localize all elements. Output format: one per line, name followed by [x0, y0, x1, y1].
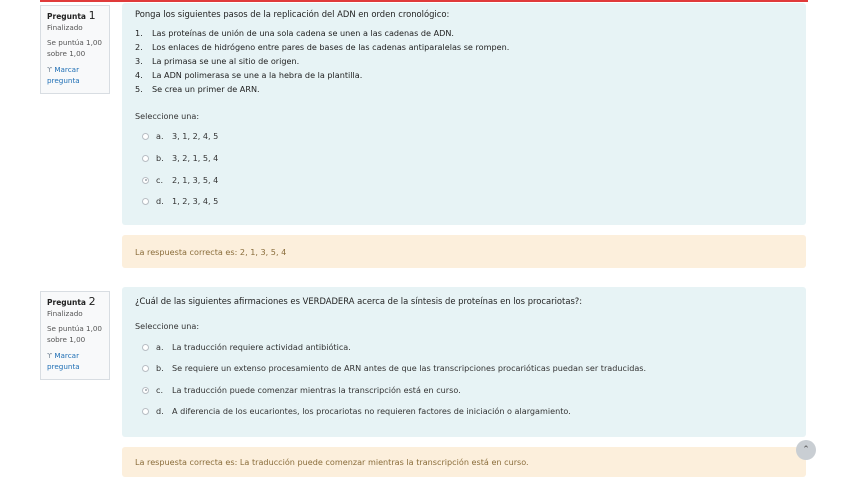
- arrow-up-icon: ⌃: [802, 445, 810, 455]
- step-item: [135, 70, 362, 80]
- step-text: La primasa se une al sitio de origen.: [152, 56, 300, 66]
- option-letter: a.: [156, 342, 164, 352]
- scroll-to-top-button[interactable]: [796, 440, 816, 460]
- option-letter: c.: [156, 175, 164, 185]
- step-number: 4.: [135, 70, 143, 80]
- flag-icon: ϒ: [47, 351, 53, 360]
- option-text: 2, 1, 3, 5, 4: [172, 175, 219, 185]
- question-state: Finalizado: [47, 23, 83, 32]
- question-info-1: [40, 5, 110, 94]
- flag-question-label: Marcar pregunta: [47, 65, 80, 85]
- option-text: La traducción puede comenzar mientras la transcripción está en curso.: [172, 385, 461, 395]
- question-label: Pregunta: [47, 12, 86, 21]
- step-item: [135, 56, 299, 66]
- question-grade: Se puntúa 1,00 sobre 1,00: [47, 38, 103, 58]
- option-letter: b.: [156, 363, 164, 373]
- radio-button-selected[interactable]: [142, 387, 149, 394]
- radio-button[interactable]: [142, 408, 149, 415]
- top-accent-line: [40, 0, 808, 2]
- question-label: Pregunta: [47, 298, 86, 307]
- option-text: La traducción requiere actividad antibiótica.: [172, 342, 351, 352]
- question-number-1: [47, 10, 103, 22]
- radio-button[interactable]: [142, 365, 149, 372]
- correct-answer-feedback-2: La respuesta correcta es: La traducción puede comenzar mientras la transcripción está en curso.: [122, 447, 806, 477]
- option-text: 3, 2, 1, 5, 4: [172, 153, 219, 163]
- radio-button[interactable]: [142, 344, 149, 351]
- option-letter: a.: [156, 131, 164, 141]
- step-item: [135, 42, 509, 52]
- radio-button[interactable]: [142, 133, 149, 140]
- radio-button[interactable]: [142, 198, 149, 205]
- step-number: 1.: [135, 28, 143, 38]
- answer-option-d[interactable]: [142, 406, 571, 416]
- question-text: ¿Cuál de las siguientes afirmaciones es VERDADERA acerca de la síntesis de proteínas en los procariotas?:: [135, 296, 583, 306]
- answer-option-a[interactable]: [142, 342, 351, 352]
- option-letter: d.: [156, 196, 164, 206]
- question-info-2: [40, 291, 110, 380]
- step-item: [135, 84, 260, 94]
- radio-button-selected[interactable]: [142, 177, 149, 184]
- option-text: Se requiere un extenso procesamiento de ARN antes de que las transcripciones procarióticas puedan ser traducidas.: [172, 363, 647, 373]
- answer-option-c[interactable]: [142, 175, 218, 185]
- question-formulation-2: [122, 287, 806, 437]
- question-number-2: [47, 296, 103, 308]
- option-letter: b.: [156, 153, 164, 163]
- question-text: Ponga los siguientes pasos de la replicación del ADN en orden cronológico:: [135, 9, 450, 19]
- step-number: 5.: [135, 84, 143, 94]
- select-one-prompt: Seleccione una:: [135, 111, 200, 121]
- flag-question-link[interactable]: [47, 350, 103, 372]
- option-text: 3, 1, 2, 4, 5: [172, 131, 219, 141]
- step-number: 3.: [135, 56, 143, 66]
- flag-question-label: Marcar pregunta: [47, 351, 80, 371]
- option-letter: c.: [156, 385, 164, 395]
- step-text: La ADN polimerasa se une a la hebra de la plantilla.: [152, 70, 363, 80]
- flag-question-link[interactable]: [47, 64, 103, 86]
- answer-option-d[interactable]: [142, 196, 218, 206]
- answer-option-c[interactable]: [142, 385, 461, 395]
- question-formulation-1: [122, 3, 806, 225]
- select-one-prompt: Seleccione una:: [135, 321, 200, 331]
- answer-option-b[interactable]: [142, 363, 646, 373]
- option-text: A diferencia de los eucariontes, los procariotas no requieren factores de iniciación o alargamiento.: [172, 406, 571, 416]
- answer-option-a[interactable]: [142, 131, 218, 141]
- step-text: Se crea un primer de ARN.: [152, 84, 260, 94]
- step-item: [135, 28, 454, 38]
- step-number: 2.: [135, 42, 143, 52]
- question-grade: Se puntúa 1,00 sobre 1,00: [47, 324, 103, 344]
- step-text: Las proteínas de unión de una sola cadena se unen a las cadenas de ADN.: [152, 28, 454, 38]
- radio-button[interactable]: [142, 155, 149, 162]
- question-number-value: 1: [88, 9, 96, 22]
- option-text: 1, 2, 3, 4, 5: [172, 196, 219, 206]
- flag-icon: ϒ: [47, 65, 53, 74]
- question-state: Finalizado: [47, 309, 83, 318]
- question-number-value: 2: [88, 295, 96, 308]
- answer-option-b[interactable]: [142, 153, 218, 163]
- option-letter: d.: [156, 406, 164, 416]
- step-text: Los enlaces de hidrógeno entre pares de bases de las cadenas antiparalelas se rompen.: [152, 42, 510, 52]
- correct-answer-feedback-1: La respuesta correcta es: 2, 1, 3, 5, 4: [122, 235, 806, 268]
